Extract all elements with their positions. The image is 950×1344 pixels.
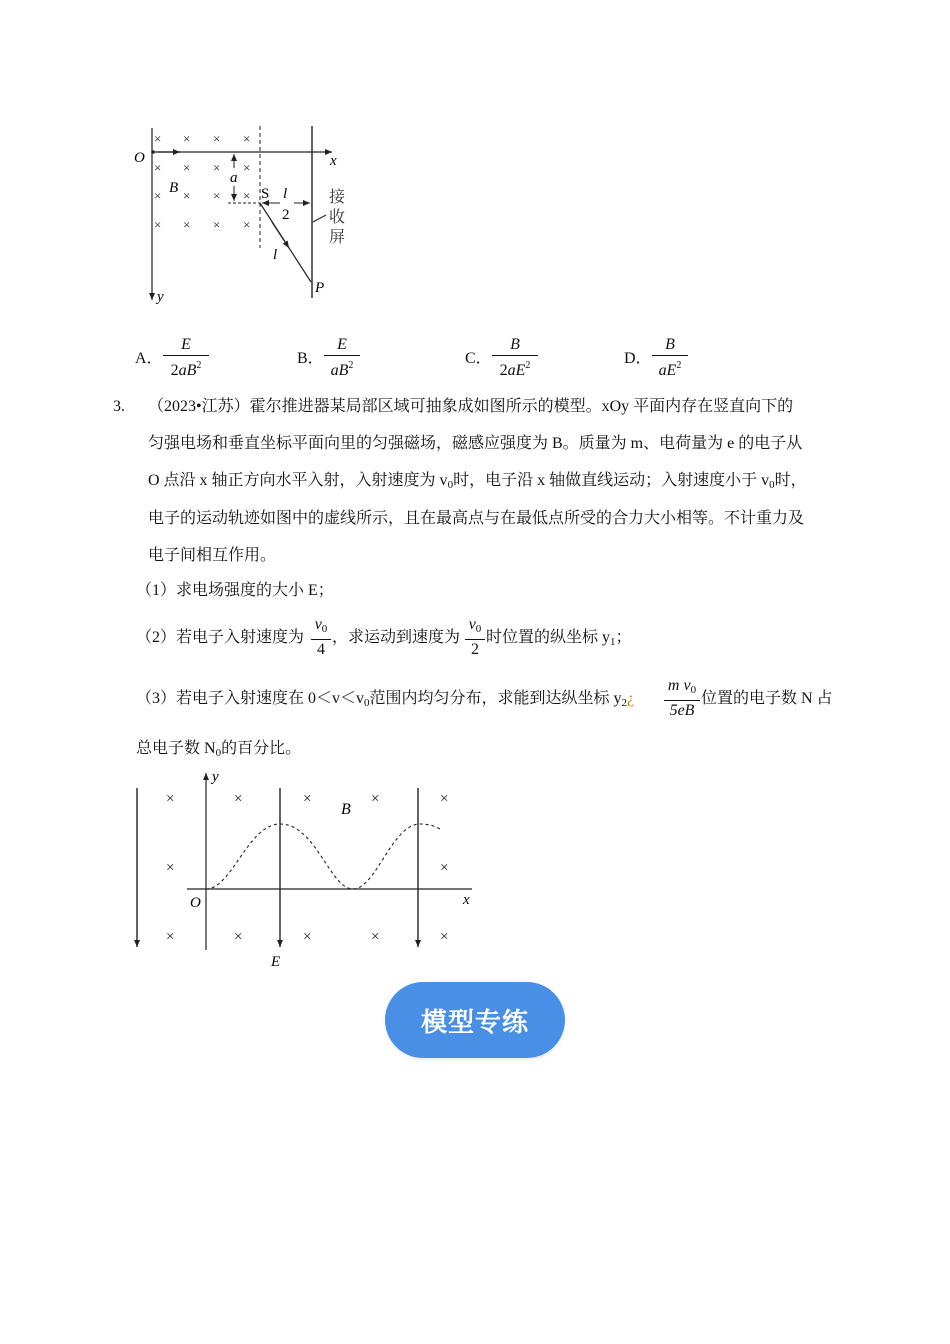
- sub-question-2-b: ，求运动到速度为: [332, 629, 461, 646]
- fig1-path-l-label: l: [273, 247, 278, 263]
- fig2-b-label: B: [341, 801, 351, 818]
- svg-text:×: ×: [243, 188, 251, 203]
- svg-text:×: ×: [371, 929, 380, 945]
- fig1-origin-label: O: [134, 150, 145, 166]
- fig1-y-label: y: [157, 289, 164, 305]
- fig1-source-label: S: [261, 186, 270, 202]
- question-line-2: 匀强电场和垂直坐标平面向里的匀强磁场，磁感应强度为 B。质量为 m、电荷量为 e 的电子从: [148, 435, 803, 452]
- svg-text:×: ×: [213, 188, 221, 203]
- fraction-v0-over-4: $v_0$ 4: [311, 616, 331, 659]
- question-line-4: 电子的运动轨迹如图中的虚线所示，且在最高点与在最低点所受的合力大小相等。不计重力及: [148, 510, 805, 527]
- svg-text:×: ×: [234, 791, 243, 807]
- question-line-3: O 点沿 x 轴正方向水平入射，入射速度为 $v_0$时，电子沿 x 轴做直线运动；入射速度小于 $v_0$时，: [148, 472, 807, 491]
- fig1-dim-a-label: a: [230, 170, 238, 186]
- question-number: 3.: [113, 398, 125, 415]
- svg-text:×: ×: [440, 860, 449, 876]
- svg-text:×: ×: [243, 131, 251, 146]
- svg-text:×: ×: [154, 131, 162, 146]
- svg-text:×: ×: [166, 929, 175, 945]
- option-c-letter: C．: [465, 350, 492, 367]
- sub-question-2-c: 时位置的纵坐标 $y_1$；: [486, 629, 632, 648]
- svg-text:×: ×: [371, 791, 380, 807]
- svg-text:×: ×: [183, 160, 191, 175]
- fig1-half-l-denominator: 2: [282, 207, 290, 223]
- model-practice-button[interactable]: 模型专练: [385, 982, 565, 1058]
- sub-question-3-b: 位置的电子数 N 占: [701, 690, 833, 707]
- fig1-path-arrow: [272, 222, 289, 248]
- svg-text:×: ×: [154, 188, 162, 203]
- fraction-v0-over-2: $v_0$ 2: [465, 616, 485, 659]
- svg-text:×: ×: [154, 160, 162, 175]
- question-line-5: 电子间相互作用。: [148, 547, 277, 564]
- option-b-letter: B．: [297, 350, 324, 367]
- svg-text:×: ×: [166, 860, 175, 876]
- fig1-origin-dot: [151, 150, 155, 154]
- fig1-x-label: x: [330, 153, 337, 169]
- svg-text:×: ×: [166, 791, 175, 807]
- fig2-y-label: y: [212, 769, 219, 785]
- svg-text:×: ×: [213, 160, 221, 175]
- svg-text:×: ×: [213, 217, 221, 232]
- fig1-screen-label: [329, 188, 346, 246]
- option-c-fraction[interactable]: B $2aE^2$: [492, 336, 538, 380]
- fig2-origin-label: O: [190, 895, 201, 911]
- sub-question-3-a: （3）若电子入射速度在 $0<v<v_0$范围内均匀分布，求能到达纵坐标 $y_2¿$: [136, 690, 635, 709]
- svg-text:×: ×: [183, 188, 191, 203]
- option-a-fraction[interactable]: E $2aB^2$: [163, 336, 209, 380]
- svg-text:屏: 屏: [329, 229, 346, 246]
- option-a-letter: A．: [135, 350, 163, 367]
- option-b-fraction[interactable]: E $aB^2$: [324, 336, 360, 380]
- fig1-point-p-label: P: [315, 280, 325, 296]
- option-d-fraction[interactable]: B $aE^2$: [652, 336, 688, 380]
- sub-question-3-c: 总电子数 $N_0$的百分比。: [136, 740, 302, 759]
- svg-text:×: ×: [154, 217, 162, 232]
- svg-text:×: ×: [303, 791, 312, 807]
- figure-1-diagram: [125, 118, 355, 310]
- svg-text:×: ×: [440, 929, 449, 945]
- fig1-half-l-numerator: l: [283, 186, 288, 202]
- fig2-dashed-trajectory: [206, 824, 442, 889]
- fig1-screen-leader: [313, 215, 326, 222]
- fig2-e-label: E: [271, 954, 281, 970]
- fraction-mv0-over-5eB: m $v_0$ 5eB: [664, 677, 700, 720]
- fig2-magnetic-field-crosses: [166, 791, 448, 945]
- sub-question-2-a: （2）若电子入射速度为: [136, 629, 305, 646]
- svg-text:×: ×: [243, 217, 251, 232]
- fig2-x-label: x: [463, 892, 470, 908]
- svg-text:×: ×: [440, 791, 449, 807]
- svg-text:×: ×: [183, 217, 191, 232]
- svg-text:×: ×: [213, 131, 221, 146]
- sub-question-1: （1）求电场强度的大小 E；: [136, 582, 334, 599]
- svg-text:接: 接: [329, 189, 346, 206]
- question-line-1: （2023•江苏）霍尔推进器某局部区域可抽象成如图所示的模型。xOy 平面内存在竖直向下的: [148, 398, 794, 415]
- svg-text:×: ×: [183, 131, 191, 146]
- svg-text:×: ×: [303, 929, 312, 945]
- fig1-field-label: B: [169, 180, 179, 196]
- svg-text:×: ×: [243, 160, 251, 175]
- option-d-letter: D．: [624, 350, 652, 367]
- svg-text:收: 收: [329, 209, 346, 226]
- figure-2-diagram: [128, 764, 480, 974]
- svg-text:×: ×: [234, 929, 243, 945]
